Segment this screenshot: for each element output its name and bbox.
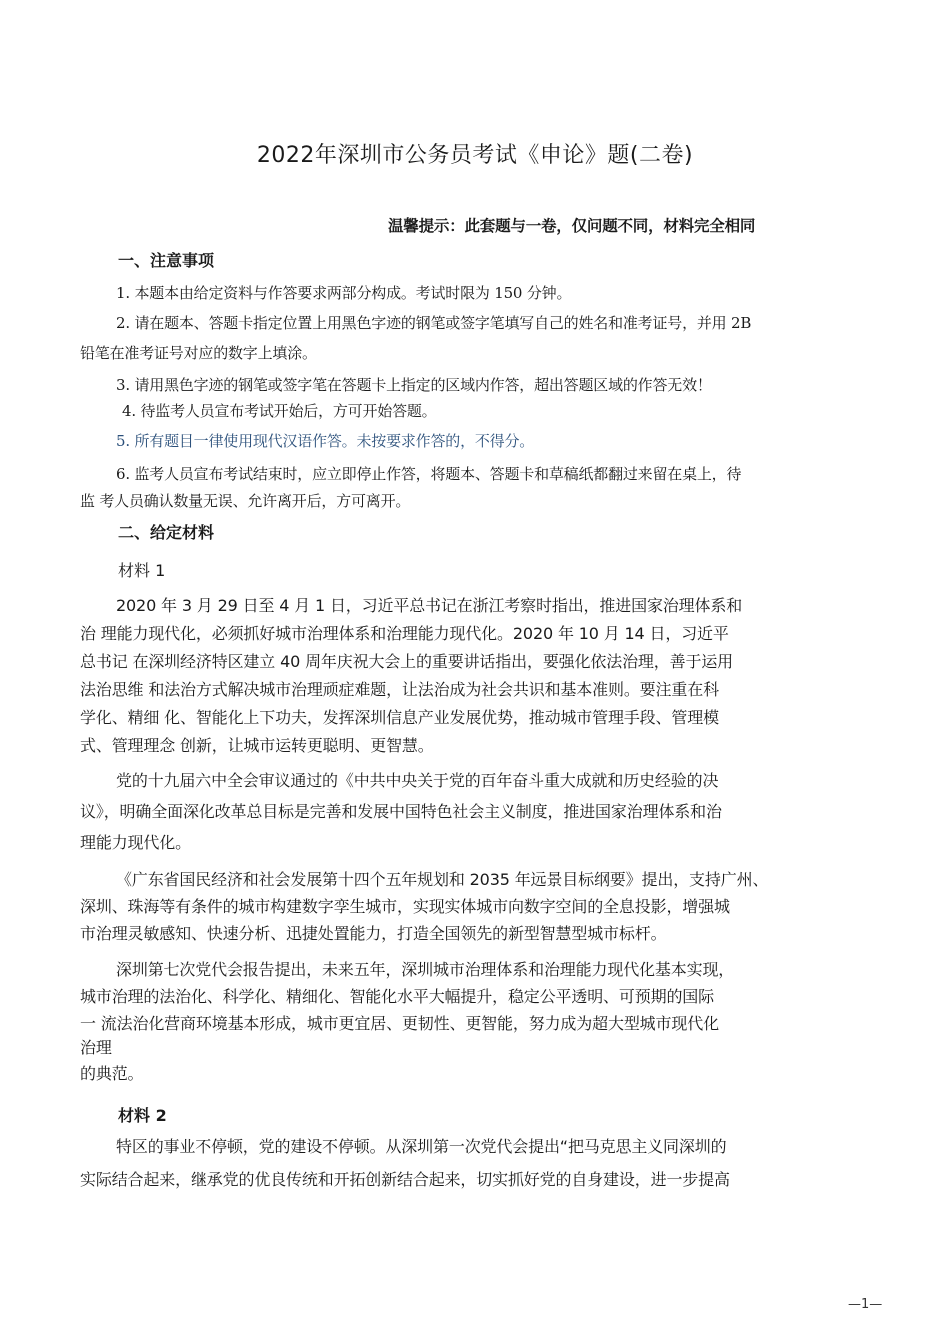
note-2-line-2: 铅笔在准考证号对应的数字上填涂。 — [80, 344, 317, 362]
m2p1-line-2: 实际结合起来，继承党的优良传统和开拓创新结合起来，切实抓好党的自身建设，进一步提高 — [80, 1170, 730, 1189]
tip-text: 温馨提示：此套题与一卷，仅问题不同，材料完全相同 — [388, 217, 756, 235]
note-6-line-2: 监 考人员确认数量无误、允许离开后，方可离开。 — [80, 492, 411, 510]
m1p2-line-1: 党的十九届六中全会审议通过的《中共中央关于党的百年奋斗重大成就和历史经验的决 — [116, 771, 719, 790]
m1p3-line-1: 《广东省国民经济和社会发展第十四个五年规划和 2035 年远景目标纲要》提出，支持广州、 — [116, 870, 769, 889]
m1p4-line-5: 的典范。 — [80, 1064, 144, 1083]
m1p1-line-4: 法治思维 和法治方式解决城市治理顽症难题，让法治成为社会共识和基本准则。要注重在科 — [80, 680, 719, 699]
note-3 — [80, 372, 870, 399]
note-2 — [80, 310, 870, 367]
note-4 — [80, 398, 870, 425]
page-number: —1— — [848, 1297, 883, 1312]
note-4-line-1: 4. 待监考人员宣布考试开始后，方可开始答题。 — [122, 402, 437, 420]
material1-paragraph-1 — [80, 592, 880, 760]
note-3-line-1: 3. 请用黑色字迹的钢笔或签字笔在答题卡上指定的区域内作答，超出答题区域的作答无效！ — [116, 376, 712, 394]
m1p1-line-3: 总书记 在深圳经济特区建立 40 周年庆祝大会上的重要讲话指出，要强化依法治理，善于运用 — [80, 652, 734, 671]
note-1 — [80, 280, 870, 307]
m1p1-line-2: 治 理能力现代化，必须抓好城市治理体系和治理能力现代化。2020 年 10 月 14 日，习近平 — [80, 624, 729, 643]
section2-heading: 二、给定材料 — [118, 523, 215, 542]
note-5 — [80, 428, 870, 455]
m1p4-line-2: 城市治理的法治化、科学化、精细化、智能化水平大幅提升，稳定公平透明、可预期的国际 — [80, 987, 715, 1006]
material1-paragraph-2 — [80, 765, 880, 858]
note-2-line-1: 2. 请在题本、答题卡指定位置上用黑色字迹的钢笔或签字笔填写自己的姓名和准考证号，并用 2B — [116, 314, 752, 332]
m1p3-line-2: 深圳、珠海等有条件的城市构建数字孪生城市，实现实体城市向数字空间的全息投影，增强城 — [80, 897, 730, 916]
note-6 — [80, 461, 870, 515]
m1p4-line-3: 一 流法治化营商环境基本形成，城市更宜居、更韧性、更智能，努力成为超大型城市现代化 — [80, 1014, 719, 1033]
material1-paragraph-4 — [80, 956, 880, 1089]
m1p1-line-5: 学化、精细 化、智能化上下功夫，发挥深圳信息产业发展优势，推动城市管理手段、管理模 — [80, 708, 719, 727]
note-5-line-1: 5. 所有题目一律使用现代汉语作答。未按要求作答的，不得分。 — [116, 432, 535, 450]
material1-label: 材料 1 — [118, 561, 166, 580]
m1p1-line-6: 式、管理理念 创新，让城市运转更聪明、更智慧。 — [80, 736, 434, 755]
m1p3-line-3: 市治理灵敏感知、快速分析、迅捷处置能力，打造全国领先的新型智慧型城市标杆。 — [80, 924, 667, 943]
material2-label: 材料 2 — [118, 1106, 167, 1125]
note-1-line-1: 1. 本题本由给定资料与作答要求两部分构成。考试时限为 150 分钟。 — [116, 284, 572, 302]
note-6-line-1: 6. 监考人员宣布考试结束时，应立即停止作答，将题本、答题卡和草稿纸都翻过来留在桌上，待 — [116, 465, 742, 483]
material1-paragraph-3 — [80, 866, 880, 947]
m1p4-line-4: 治理 — [80, 1038, 112, 1057]
m1p1-line-1: 2020 年 3 月 29 日至 4 月 1 日，习近平总书记在浙江考察时指出，推进国家治理体系和 — [116, 596, 743, 615]
m1p2-line-3: 理能力现代化。 — [80, 833, 191, 852]
section1-heading: 一、注意事项 — [118, 251, 215, 270]
material2-paragraph-1 — [80, 1130, 880, 1196]
m2p1-line-1: 特区的事业不停顿，党的建设不停顿。从深圳第一次党代会提出“把马克思主义同深圳的 — [116, 1137, 727, 1156]
page-title: 2022年深圳市公务员考试《申论》题(二卷) — [256, 143, 694, 168]
m1p2-line-2: 议》，明确全面深化改革总目标是完善和发展中国特色社会主义制度，推进国家治理体系和治 — [80, 802, 722, 821]
m1p4-line-1: 深圳第七次党代会报告提出，未来五年，深圳城市治理体系和治理能力现代化基本实现， — [116, 960, 735, 979]
